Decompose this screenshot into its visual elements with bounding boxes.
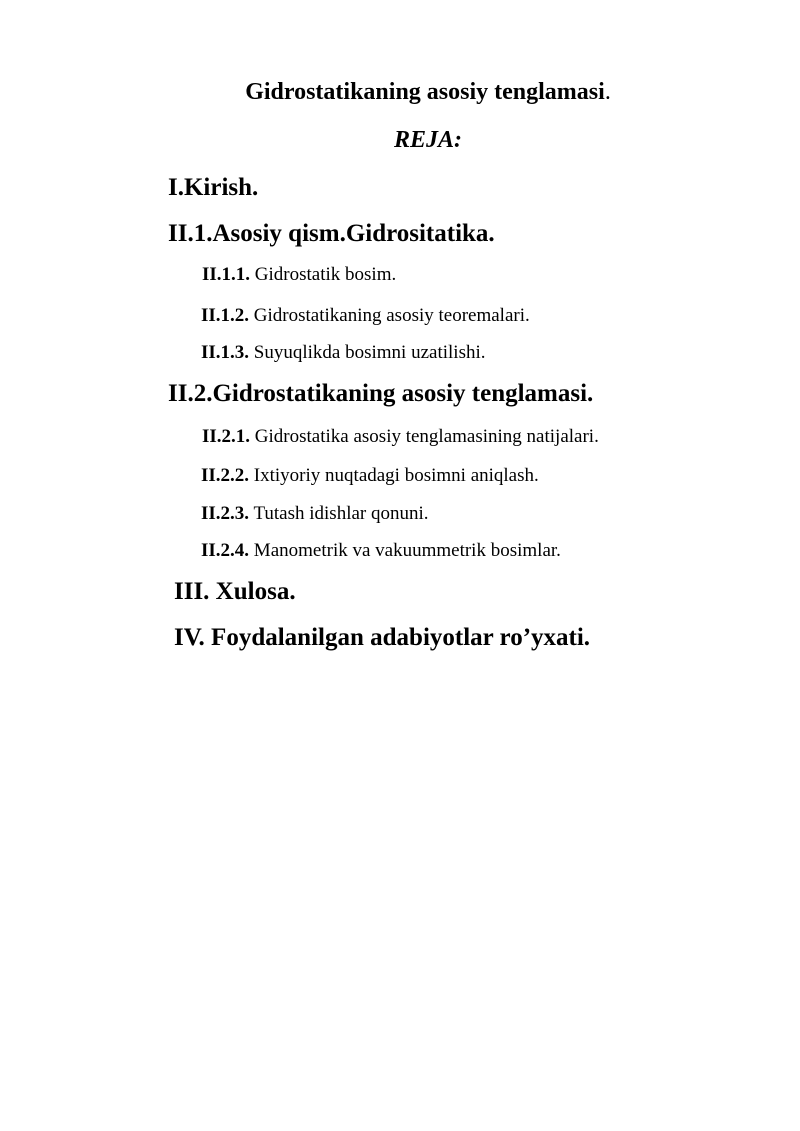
title-dot: . <box>604 79 611 105</box>
plan-subitem-number: II.2.4. <box>201 540 250 561</box>
document-title <box>0 80 800 104</box>
plan-item-equation-section: II.2.Gidrostatikaning asosiy tenglamasi. <box>168 380 594 407</box>
plan-subitem-number: II.1.3. <box>201 342 250 363</box>
plan-subitem-number: II.2.3. <box>201 503 250 524</box>
plan-item-introduction: I.Kirish. <box>168 174 259 201</box>
plan-subitem <box>202 427 599 446</box>
plan-subitem-text: Gidrostatik bosim. <box>250 264 397 285</box>
title-text: Gidrostatikaning asosiy tenglamasi <box>245 79 605 105</box>
plan-subitem-text: Gidrostatika asosiy tenglamasining natijalari. <box>250 426 599 447</box>
plan-subitem <box>201 504 429 523</box>
plan-subitem <box>201 343 486 362</box>
plan-subitem-text: Ixtiyoriy nuqtadagi bosimni aniqlash. <box>249 465 539 486</box>
plan-heading: REJA: <box>393 127 462 153</box>
plan-subitem-number: II.1.1. <box>202 264 251 285</box>
plan-subitem-text: Gidrostatikaning asosiy teoremalari. <box>249 305 530 326</box>
plan-subitem-number: II.2.2. <box>201 465 250 486</box>
plan-item-references: IV. Foydalanilgan adabiyotlar ro’yxati. <box>174 624 591 651</box>
plan-subitem-text: Tutash idishlar qonuni. <box>249 503 429 524</box>
plan-subitem <box>201 306 530 325</box>
plan-subitem-text: Suyuqlikda bosimni uzatilishi. <box>249 342 486 363</box>
plan-subitem <box>201 466 539 485</box>
plan-subitem <box>202 265 396 284</box>
plan-subitem-number: II.2.1. <box>202 426 251 447</box>
plan-item-conclusion: III. Xulosa. <box>174 578 296 605</box>
plan-subitem-number: II.1.2. <box>201 305 250 326</box>
plan-item-main-part: II.1.Asosiy qism.Gidrositatika. <box>168 220 495 247</box>
plan-subitem-text: Manometrik va vakuummetrik bosimlar. <box>249 540 561 561</box>
plan-subitem <box>201 541 561 560</box>
